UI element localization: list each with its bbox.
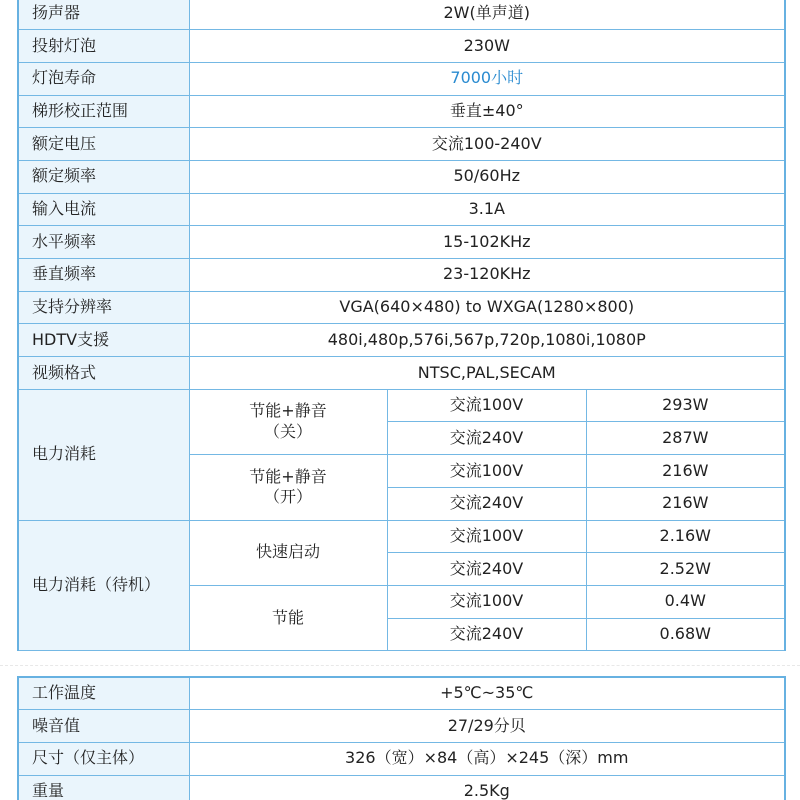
power-voltage: 交流100V (387, 455, 586, 488)
power-watts: 287W (586, 422, 785, 455)
spec-label-speaker: 扬声器 (18, 0, 189, 30)
spec-row (18, 259, 785, 292)
spec-row (18, 291, 785, 324)
standby-watts: 2.52W (586, 553, 785, 586)
spec-label-keystone: 梯形校正范围 (18, 95, 189, 128)
power-mode-eco-mute-off (189, 389, 387, 454)
spec-label-lamp-life: 灯泡寿命 (18, 62, 189, 95)
standby-watts: 0.68W (586, 618, 785, 651)
standby-watts: 0.4W (586, 585, 785, 618)
spec-label-resolution: 支持分辨率 (18, 291, 189, 324)
spec-label-horizontal-frequency: 水平频率 (18, 226, 189, 259)
spec-row (18, 357, 785, 390)
standby-voltage: 交流240V (387, 553, 586, 586)
power-voltage: 交流100V (387, 389, 586, 422)
spec-value-weight: 2.5Kg (189, 775, 785, 800)
spec-value-lamp-life: 7000小时 (189, 62, 785, 95)
standby-mode-eco: 节能 (189, 585, 387, 650)
spec-label-video-format: 视频格式 (18, 357, 189, 390)
power-mode-eco-mute-on (189, 455, 387, 520)
power-mode-line: （开） (263, 487, 312, 507)
spec-label-lamp: 投射灯泡 (18, 30, 189, 63)
standby-label: 电力消耗（待机） (18, 520, 189, 651)
spec-row (18, 226, 785, 259)
spec-value-operating-temp: +5℃~35℃ (189, 677, 785, 710)
power-voltage: 交流240V (387, 487, 586, 520)
spec-row (18, 710, 785, 743)
spec-row (18, 775, 785, 800)
spec-table-main (17, 0, 786, 651)
standby-mode-quick-start: 快速启动 (189, 520, 387, 585)
standby-voltage: 交流240V (387, 618, 586, 651)
spec-value-resolution: VGA(640×480) to WXGA(1280×800) (189, 291, 785, 324)
spec-label-input-current: 输入电流 (18, 193, 189, 226)
power-watts: 216W (586, 487, 785, 520)
spec-table-extra (17, 676, 786, 800)
spec-row (18, 0, 785, 30)
spec-label-weight: 重量 (18, 775, 189, 800)
spec-row (18, 128, 785, 161)
spec-row (18, 193, 785, 226)
spec-value-vertical-frequency: 23-120KHz (189, 259, 785, 292)
power-mode-line: 节能+静音 (249, 401, 327, 421)
spec-row (18, 742, 785, 775)
spec-row (18, 160, 785, 193)
standby-row (18, 520, 785, 553)
power-watts: 293W (586, 389, 785, 422)
spec-label-noise: 噪音值 (18, 710, 189, 743)
spec-label-rated-voltage: 额定电压 (18, 128, 189, 161)
power-watts: 216W (586, 455, 785, 488)
spec-value-hdtv: 480i,480p,576i,567p,720p,1080i,1080P (189, 324, 785, 357)
spec-label-dimensions: 尺寸（仅主体） (18, 742, 189, 775)
power-label: 电力消耗 (18, 389, 189, 520)
spec-value-rated-frequency: 50/60Hz (189, 160, 785, 193)
spec-row (18, 95, 785, 128)
spec-value-keystone: 垂直±40° (189, 95, 785, 128)
standby-voltage: 交流100V (387, 520, 586, 553)
spec-value-lamp: 230W (189, 30, 785, 63)
power-mode-line: （关） (263, 421, 312, 441)
standby-watts: 2.16W (586, 520, 785, 553)
spec-label-operating-temp: 工作温度 (18, 677, 189, 710)
standby-voltage: 交流100V (387, 585, 586, 618)
spec-row (18, 324, 785, 357)
spec-value-video-format: NTSC,PAL,SECAM (189, 357, 785, 390)
power-voltage: 交流240V (387, 422, 586, 455)
spec-value-input-current: 3.1A (189, 193, 785, 226)
power-row (18, 389, 785, 422)
section-divider (0, 656, 800, 676)
spec-label-vertical-frequency: 垂直频率 (18, 259, 189, 292)
spec-row (18, 677, 785, 710)
spec-value-rated-voltage: 交流100-240V (189, 128, 785, 161)
spec-value-speaker: 2W(单声道) (189, 0, 785, 30)
spec-label-hdtv: HDTV支援 (18, 324, 189, 357)
power-mode-line: 节能+静音 (249, 466, 327, 486)
spec-row (18, 30, 785, 63)
spec-value-noise: 27/29分贝 (189, 710, 785, 743)
spec-row (18, 62, 785, 95)
spec-value-dimensions: 326（宽）×84（高）×245（深）mm (189, 742, 785, 775)
spec-label-rated-frequency: 额定频率 (18, 160, 189, 193)
spec-value-horizontal-frequency: 15-102KHz (189, 226, 785, 259)
